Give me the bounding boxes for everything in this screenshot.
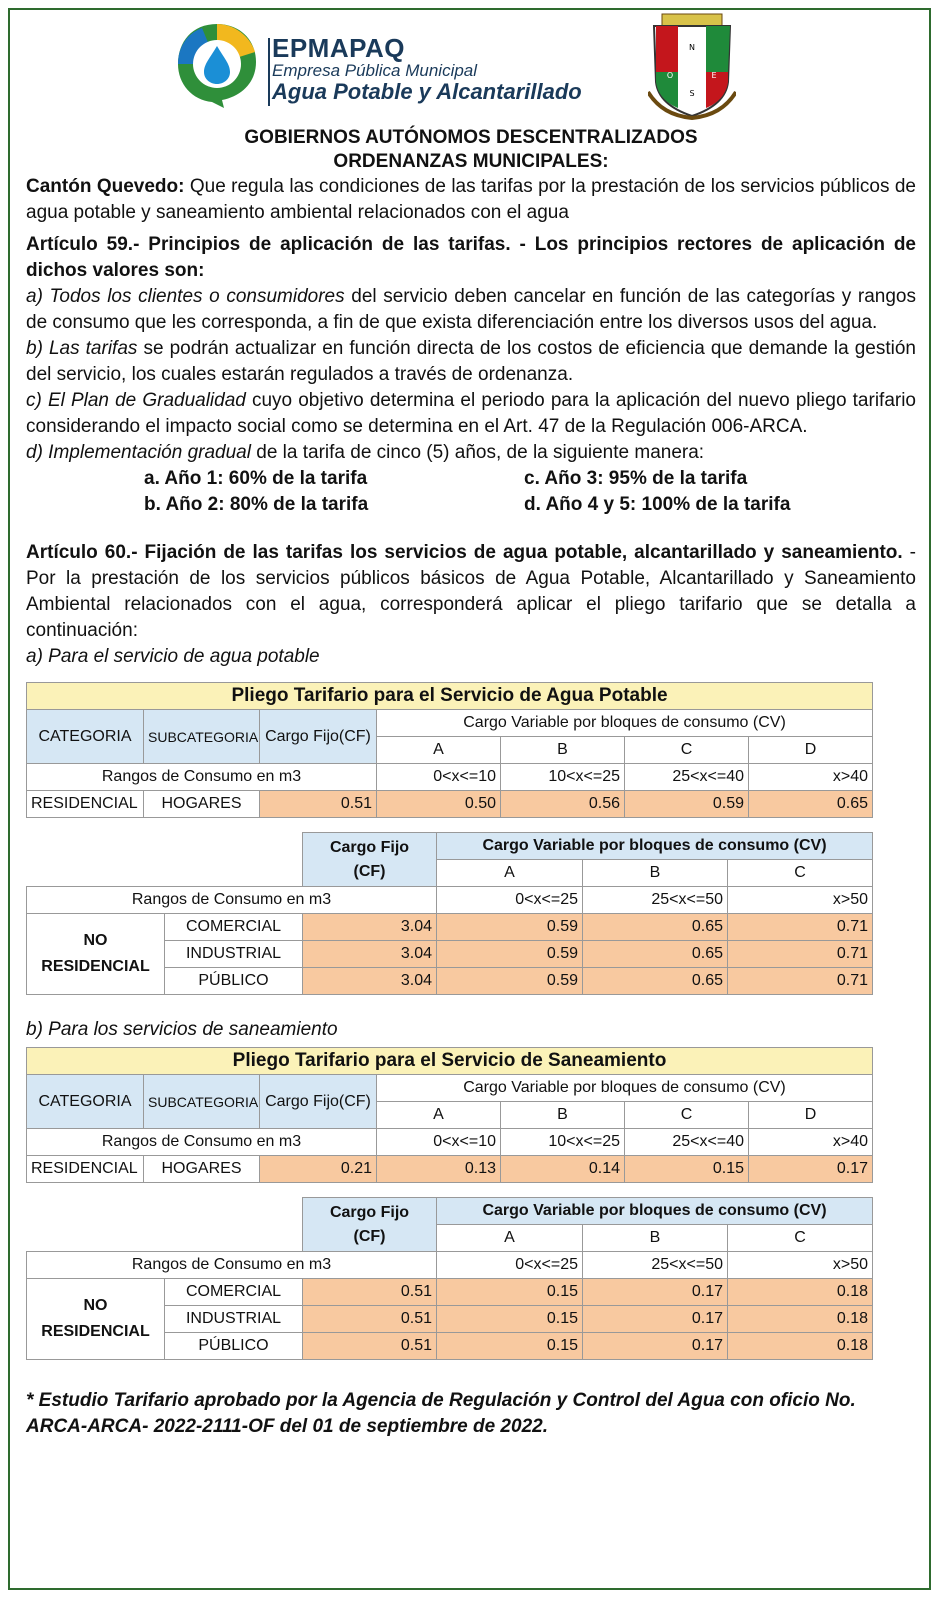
rate-value: 0.65 <box>749 791 873 818</box>
range-cell: 25<x<=40 <box>625 1129 749 1156</box>
no-residencial-label <box>27 914 165 995</box>
cargo-fijo-value: 0.21 <box>260 1156 377 1183</box>
col-block-b: B <box>501 1102 625 1129</box>
art59-item-d <box>26 440 916 466</box>
subcategory-cell: COMERCIAL <box>165 914 303 941</box>
residencial-label: RESIDENCIAL <box>41 958 150 975</box>
svg-text:S: S <box>689 89 695 98</box>
rate-value: 0.65 <box>583 968 728 995</box>
sanit-nonresidential-table <box>26 1197 873 1360</box>
rate-value: 0.15 <box>437 1306 583 1333</box>
col-cargo-variable: Cargo Variable por bloques de consumo (CV) <box>377 710 873 737</box>
range-cell: 10<x<=25 <box>501 764 625 791</box>
range-cell: 0<x<=25 <box>437 887 583 914</box>
rate-value: 0.18 <box>728 1306 873 1333</box>
range-cell: 0<x<=10 <box>377 764 501 791</box>
col-categoria: CATEGORIA <box>27 710 144 764</box>
range-cell: x>50 <box>728 1252 873 1279</box>
rate-value: 0.71 <box>728 941 873 968</box>
art59-item-a <box>26 284 916 336</box>
art59-d-text: de la tarifa de cinco (5) años, de la siguiente manera: <box>250 442 705 463</box>
rate-value: 0.59 <box>437 941 583 968</box>
art59-c-emphasis: c) El Plan de Gradualidad <box>26 390 246 411</box>
heading-ordenanzas: ORDENANZAS MUNICIPALES: <box>333 151 609 172</box>
rate-value: 0.71 <box>728 968 873 995</box>
subcategory-cell: PÚBLICO <box>165 1333 303 1360</box>
residencial-label: RESIDENCIAL <box>41 1323 150 1340</box>
cf-line1: Cargo Fijo <box>329 838 410 856</box>
subcategory-cell: INDUSTRIAL <box>165 941 303 968</box>
logo-subtitle-2: Agua Potable y Alcantarillado <box>272 79 582 104</box>
no-residencial-label <box>27 1279 165 1360</box>
sanit-table-title: Pliego Tarifario para el Servicio de Saneamiento <box>27 1048 873 1075</box>
blank-corner <box>27 833 303 887</box>
range-cell: 25<x<=50 <box>583 887 728 914</box>
canton-text: Que regula las condiciones de las tarifas por la prestación de los servicios públicos de agua potable y saneamiento ambiental relacionados con el agua <box>26 176 916 223</box>
col-block-d: D <box>749 1102 873 1129</box>
rate-value: 0.17 <box>583 1279 728 1306</box>
rate-value: 0.18 <box>728 1333 873 1360</box>
svg-text:O: O <box>666 71 674 80</box>
range-cell: 25<x<=40 <box>625 764 749 791</box>
range-cell: x>40 <box>749 764 873 791</box>
water-residential-table <box>26 682 873 818</box>
rangos-label: Rangos de Consumo en m3 <box>27 1252 437 1279</box>
rate-value: 0.71 <box>728 914 873 941</box>
rate-value: 0.65 <box>583 914 728 941</box>
svg-text:E: E <box>711 71 717 80</box>
rangos-label: Rangos de Consumo en m3 <box>27 1129 377 1156</box>
rate-value: 0.59 <box>625 791 749 818</box>
cargo-fijo-value: 3.04 <box>303 914 437 941</box>
col-block-b: B <box>583 860 728 887</box>
rate-value: 0.15 <box>437 1279 583 1306</box>
range-cell: 0<x<=25 <box>437 1252 583 1279</box>
cargo-fijo-value: 0.51 <box>260 791 377 818</box>
cargo-fijo-value: 0.51 <box>303 1306 437 1333</box>
footnote: * Estudio Tarifario aprobado por la Agencia de Regulación y Control del Agua con oficio No. ARCA-ARCA- 2022-2111-OF del 01 de septiembre de 2022. <box>26 1390 856 1437</box>
subcategory-cell: COMERCIAL <box>165 1279 303 1306</box>
col-block-b: B <box>501 737 625 764</box>
rate-value: 0.17 <box>583 1306 728 1333</box>
rate-value: 0.56 <box>501 791 625 818</box>
col-cargo-fijo <box>303 833 437 887</box>
art59-a-text: del servicio deben cancelar en función de las categorías y rangos de consumo que les corresponda, a fin de que exista diferenciación entre los diversos usos del agua. <box>26 286 916 333</box>
col-block-a: A <box>437 1225 583 1252</box>
rate-value: 0.50 <box>377 791 501 818</box>
art59-c-text: cuyo objetivo determina el periodo para la aplicación del nuevo pliego tarifario considerando el impacto social como se determina en el Art. 47 de la Regulación 006-ARCA. <box>26 390 916 437</box>
art60-title: Artículo 60.- Fijación de las tarifas los servicios de agua potable, alcantarillado y saneamiento. <box>26 542 903 563</box>
cf-line2: (CF) <box>353 862 386 880</box>
rate-value: 0.17 <box>749 1156 873 1183</box>
document-body <box>26 126 916 1440</box>
cargo-fijo-value: 3.04 <box>303 941 437 968</box>
no-label: NO <box>83 932 108 949</box>
cargo-fijo-value: 0.51 <box>303 1333 437 1360</box>
year-item: d. Año 4 y 5: 100% de la tarifa <box>524 494 791 515</box>
cargo-fijo-value: 0.51 <box>303 1279 437 1306</box>
art59-b-text: se podrán actualizar en función directa de los costos de eficiencia que demande la gestión del servicio, los cuales estarán regulados a través de ordenanza. <box>26 338 916 385</box>
art59-b-emphasis: b) Las tarifas <box>26 338 138 359</box>
col-categoria: CATEGORIA <box>27 1075 144 1129</box>
col-cargo-fijo: Cargo Fijo(CF) <box>260 710 377 764</box>
blank-corner <box>27 1198 303 1252</box>
rate-value: 0.65 <box>583 941 728 968</box>
table-row <box>27 1156 873 1183</box>
art59-d-emphasis: d) Implementación gradual <box>26 442 251 463</box>
col-cargo-fijo <box>303 1198 437 1252</box>
year-item: c. Año 3: 95% de la tarifa <box>524 468 748 489</box>
rate-value: 0.59 <box>437 968 583 995</box>
rate-value: 0.14 <box>501 1156 625 1183</box>
gradual-years-list <box>144 466 916 518</box>
col-cargo-variable: Cargo Variable por bloques de consumo (CV) <box>437 1198 873 1225</box>
col-block-a: A <box>377 1102 501 1129</box>
rate-value: 0.59 <box>437 914 583 941</box>
heading-gobiernos: GOBIERNOS AUTÓNOMOS DESCENTRALIZADOS <box>244 127 698 148</box>
rangos-label: Rangos de Consumo en m3 <box>27 887 437 914</box>
header <box>0 0 941 120</box>
municipal-crest-icon <box>648 12 736 120</box>
col-block-b: B <box>583 1225 728 1252</box>
table-row <box>27 791 873 818</box>
art60-text: - Por la prestación de los servicios públicos básicos de Agua Potable, Alcantarillado y Saneamiento Ambiental relacionados con el agua, corresponderá aplicar el pliego tarifario que se detalla a continuación: <box>26 542 917 641</box>
col-block-a: A <box>377 737 501 764</box>
no-label: NO <box>83 1297 108 1314</box>
art59-item-c <box>26 388 916 440</box>
subsection-a: a) Para el servicio de agua potable <box>26 646 320 667</box>
year-item: b. Año 2: 80% de la tarifa <box>144 494 369 515</box>
epmapaq-logo-icon <box>172 20 262 110</box>
logo-subtitle: Empresa Pública Municipal <box>272 61 478 80</box>
year-item: a. Año 1: 60% de la tarifa <box>144 468 368 489</box>
col-block-a: A <box>437 860 583 887</box>
col-block-c: C <box>728 1225 873 1252</box>
col-cargo-variable: Cargo Variable por bloques de consumo (CV) <box>437 833 873 860</box>
range-cell: 25<x<=50 <box>583 1252 728 1279</box>
svg-text:N: N <box>689 43 695 52</box>
subcategory-cell: PÚBLICO <box>165 968 303 995</box>
logo-text <box>272 34 582 104</box>
logo-title: EPMAPAQ <box>272 33 406 63</box>
art59-a-emphasis: a) Todos los clientes o consumidores <box>26 286 345 307</box>
col-cargo-fijo: Cargo Fijo(CF) <box>260 1075 377 1129</box>
table-row <box>27 914 873 941</box>
col-block-c: C <box>625 737 749 764</box>
col-block-c: C <box>625 1102 749 1129</box>
art59-title: Artículo 59.- Principios de aplicación de las tarifas. - Los principios rectores de aplicación de dichos valores son: <box>26 234 916 281</box>
water-nonresidential-table <box>26 832 873 995</box>
subcategory-cell: HOGARES <box>144 1156 260 1183</box>
logo-divider <box>268 38 270 106</box>
range-cell: x>50 <box>728 887 873 914</box>
subsection-b: b) Para los servicios de saneamiento <box>26 1019 338 1040</box>
col-block-d: D <box>749 737 873 764</box>
cf-line2: (CF) <box>353 1227 386 1245</box>
category-cell: RESIDENCIAL <box>27 791 144 818</box>
rate-value: 0.15 <box>625 1156 749 1183</box>
rate-value: 0.17 <box>583 1333 728 1360</box>
canton-label: Cantón Quevedo: <box>26 176 185 197</box>
col-subcategoria: SUBCATEGORIA <box>144 1075 260 1129</box>
range-cell: 10<x<=25 <box>501 1129 625 1156</box>
rate-value: 0.15 <box>437 1333 583 1360</box>
subcategory-cell: INDUSTRIAL <box>165 1306 303 1333</box>
art59-item-b <box>26 336 916 388</box>
rate-value: 0.18 <box>728 1279 873 1306</box>
cargo-fijo-value: 3.04 <box>303 968 437 995</box>
rate-value: 0.13 <box>377 1156 501 1183</box>
col-cargo-variable: Cargo Variable por bloques de consumo (CV) <box>377 1075 873 1102</box>
water-table-title: Pliego Tarifario para el Servicio de Agua Potable <box>27 683 873 710</box>
cf-line1: Cargo Fijo <box>329 1203 410 1221</box>
col-subcategoria: SUBCATEGORIA <box>144 710 260 764</box>
range-cell: 0<x<=10 <box>377 1129 501 1156</box>
canton-paragraph <box>26 174 916 226</box>
rangos-label: Rangos de Consumo en m3 <box>27 764 377 791</box>
col-block-c: C <box>728 860 873 887</box>
range-cell: x>40 <box>749 1129 873 1156</box>
subcategory-cell: HOGARES <box>144 791 260 818</box>
table-row <box>27 1279 873 1306</box>
category-cell: RESIDENCIAL <box>27 1156 144 1183</box>
sanit-residential-table <box>26 1047 873 1183</box>
art60-paragraph <box>26 540 916 644</box>
